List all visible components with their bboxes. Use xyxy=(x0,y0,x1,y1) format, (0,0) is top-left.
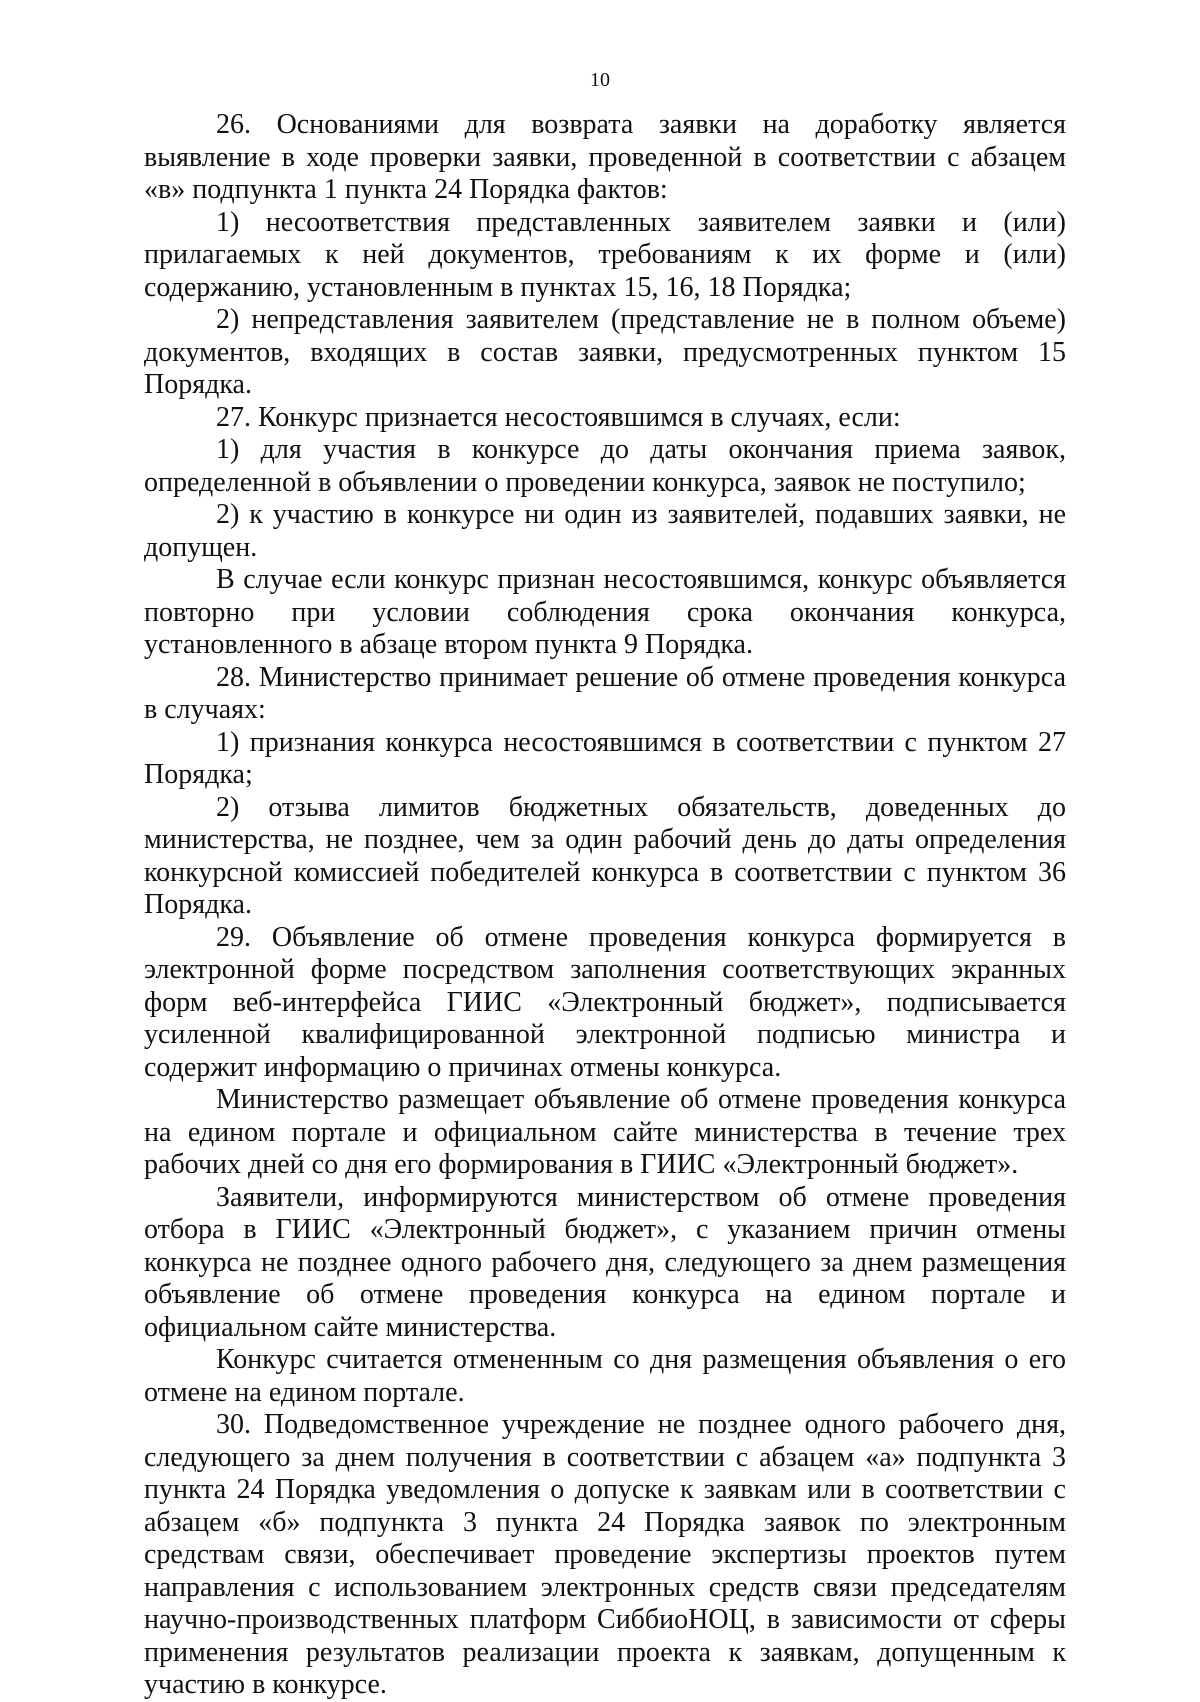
paragraph-26: 26. Основаниями для возврата заявки на доработку является выявление в ходе проверки заявки, проведенной в соответствии с абзацем «в» подпункта 1 пункта 24 Порядка фактов: xyxy=(144,109,1066,205)
page-number: 10 xyxy=(590,69,610,91)
paragraph-28-item-2: 2) отзыва лимитов бюджетных обязательств, доведенных до министерства, не позднее, чем за один рабочий день до даты определения конкурсной комиссией победителей конкурса в соответствии с пунктом 36 Порядка. xyxy=(144,791,1066,920)
paragraph-26-item-1: 1) несоответствия представленных заявителем заявки и (или) прилагаемых к ней документов, требованиям к их форме и (или) содержанию, установленным в пунктах 15, 16, 18 Порядка; xyxy=(144,206,1066,303)
paragraph-30: 30. Подведомственное учреждение не позднее одного рабочего дня, следующего за днем получения в соответствии с абзацем «а» подпункта 3 пункта 24 Порядка уведомления о допуске к заявкам или в соответствии с абзацем «б» подпункта 3 пункта 24 Порядка заявок по электронным средствам связи, обеспечивает проведение экспертизы проектов путем направления с использованием электронных средств связи председателям научно-производственных платформ СиббиоНОЦ, в зависимости от сферы применения результатов реализации проекта к заявкам, допущенным к участию в конкурсе. xyxy=(144,1409,1066,1700)
document-body xyxy=(144,109,1066,1702)
paragraph-29-placement: Министерство размещает объявление об отмене проведения конкурса на едином портале и официальном сайте министерства в течение трех рабочих дней со дня его формирования в ГИИС «Электронный бюджет». xyxy=(144,1084,1066,1180)
paragraph-28-item-1: 1) признания конкурса несостоявшимся в соответствии с пунктом 27 Порядка; xyxy=(144,726,1066,790)
paragraph-27-item-2: 2) к участию в конкурсе ни один из заявителей, подавших заявки, не допущен. xyxy=(144,499,1066,563)
paragraph-29-cancellation: Конкурс считается отмененным со дня размещения объявления о его отмене на едином портале. xyxy=(144,1344,1066,1408)
paragraph-27-item-1: 1) для участия в конкурсе до даты окончания приема заявок, определенной в объявлении о проведении конкурса, заявок не поступило; xyxy=(144,434,1066,498)
paragraph-29-notification: Заявители, информируются министерством об отмене проведения отбора в ГИИС «Электронный бюджет», с указанием причин отмены конкурса не позднее одного рабочего дня, следующего за днем размещения объявление об отмене проведения конкурса на едином портале и официальном сайте министерства. xyxy=(144,1181,1066,1343)
paragraph-27-note: В случае если конкурс признан несостоявшимся, конкурс объявляется повторно при условии соблюдения срока окончания конкурса, установленного в абзаце втором пункта 9 Порядка. xyxy=(144,564,1066,660)
paragraph-29: 29. Объявление об отмене проведения конкурса формируется в электронной форме посредством заполнения соответствующих экранных форм веб-интерфейса ГИИС «Электронный бюджет», подписывается усиленной квалифицированной электронной подписью министра и содержит информацию о причинах отмены конкурса. xyxy=(144,921,1066,1083)
paragraph-26-item-2: 2) непредставления заявителем (представление не в полном объеме) документов, входящих в состав заявки, предусмотренных пунктом 15 Порядка. xyxy=(144,304,1066,400)
paragraph-27: 27. Конкурс признается несостоявшимся в случаях, если: xyxy=(216,401,901,433)
paragraph-28: 28. Министерство принимает решение об отмене проведения конкурса в случаях: xyxy=(144,661,1066,725)
